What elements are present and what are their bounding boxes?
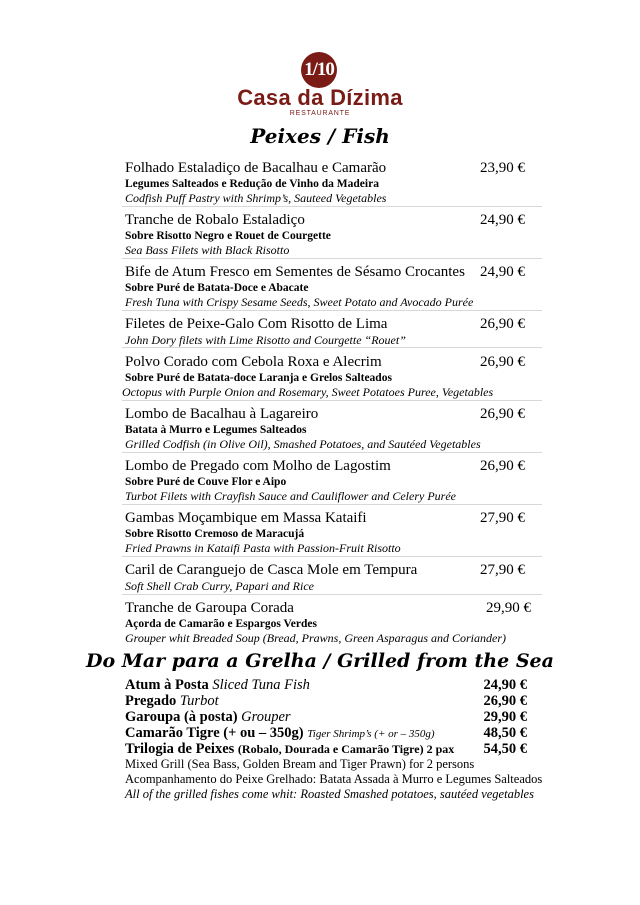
item-english: Grilled Codfish (in Olive Oil), Smashed Potatoes, and Sautéed Vegetables <box>125 437 481 451</box>
grill-item-name: Camarão Tigre (+ ou – 350g) <box>125 725 304 741</box>
item-price: 27,90 € <box>480 562 525 578</box>
section-title-grill: Do Mar para a Grelha / Grilled from the Sea <box>86 650 554 672</box>
item-name: Tranche de Robalo Estaladiço <box>125 212 305 228</box>
menu-item <box>125 160 535 206</box>
item-description: Sobre Puré de Batata-doce Laranja e Grelos Salteados <box>125 372 392 384</box>
grill-item <box>125 741 535 757</box>
grill-note: All of the grilled fishes come whit: Roasted Smashed potatoes, sautéed vegetables <box>125 787 534 801</box>
item-english: Codfish Puff Pastry with Shrimp’s, Sauteed Vegetables <box>125 191 387 205</box>
item-english: Fresh Tuna with Crispy Sesame Seeds, Sweet Potato and Avocado Purée <box>125 295 474 309</box>
menu-item <box>125 316 535 348</box>
item-price: 23,90 € <box>480 160 525 176</box>
section-title-fish: Peixes / Fish <box>250 124 390 148</box>
grill-note: Acompanhamento do Peixe Grelhado: Batata Assada à Murro e Legumes Salteados <box>125 772 543 786</box>
item-description: Legumes Salteados e Redução de Vinho da Madeira <box>125 178 379 190</box>
grill-item-english: Sliced Tuna Fish <box>212 677 310 693</box>
item-description: Açorda de Camarão e Espargos Verdes <box>125 618 317 630</box>
item-price: 27,90 € <box>480 510 525 526</box>
grill-item-price: 24,90 € <box>483 677 527 693</box>
grill-item-name: Garoupa (à posta) <box>125 709 238 725</box>
divider <box>122 206 542 207</box>
menu-item <box>125 600 535 646</box>
restaurant-subtitle: RESTAURANTE <box>289 110 351 117</box>
divider <box>122 400 542 401</box>
divider <box>122 556 542 557</box>
item-name: Polvo Corado com Cebola Roxa e Alecrim <box>125 354 382 370</box>
menu-item <box>125 510 535 556</box>
item-english: John Dory filets with Lime Risotto and Courgette “Rouet” <box>125 333 406 347</box>
item-price: 26,90 € <box>480 458 525 474</box>
menu-item <box>125 212 535 258</box>
divider <box>122 347 542 348</box>
grill-item-name: Trilogia de Peixes <box>125 741 235 757</box>
item-name: Tranche de Garoupa Corada <box>125 600 294 616</box>
grill-item <box>125 725 535 741</box>
grill-item-name: Atum à Posta <box>125 677 209 693</box>
divider <box>122 310 542 311</box>
grill-item-english: Tiger Shrimp’s (+ or – 350g) <box>307 728 435 740</box>
item-name: Lombo de Bacalhau à Lagareiro <box>125 406 319 422</box>
grill-item-name: Pregado <box>125 693 177 709</box>
divider <box>122 594 542 595</box>
divider <box>122 504 542 505</box>
item-description: Sobre Risotto Negro e Rouet de Courgette <box>125 230 331 242</box>
menu-item <box>125 406 535 452</box>
item-price: 24,90 € <box>480 264 525 280</box>
menu-item <box>125 562 535 594</box>
grill-note: Mixed Grill (Sea Bass, Golden Bream and Tiger Prawn) for 2 persons <box>125 757 475 771</box>
item-name: Lombo de Pregado com Molho de Lagostim <box>125 458 391 474</box>
item-name: Caril de Caranguejo de Casca Mole em Tempura <box>125 562 418 578</box>
grill-item-english: Turbot <box>179 693 219 709</box>
item-price: 26,90 € <box>480 354 525 370</box>
menu-item <box>122 354 535 400</box>
grill-item-english: (Robalo, Dourada e Camarão Tigre) 2 pax <box>237 742 455 756</box>
logo-badge: 1/10 <box>301 52 337 88</box>
item-description: Sobre Puré de Couve Flor e Aipo <box>125 476 287 488</box>
item-price: 26,90 € <box>480 406 525 422</box>
item-english: Grouper whit Breaded Soup (Bread, Prawns, Green Asparagus and Coriander) <box>125 631 506 645</box>
item-english: Soft Shell Crab Curry, Papari and Rice <box>125 579 314 593</box>
grill-item-price: 54,50 € <box>483 741 527 757</box>
grill-item <box>125 677 535 693</box>
grill-item-price: 26,90 € <box>483 693 527 709</box>
item-description: Batata à Murro e Legumes Salteados <box>125 424 307 436</box>
item-description: Sobre Puré de Batata-Doce e Abacate <box>125 282 309 294</box>
divider <box>122 258 542 259</box>
grill-item <box>125 709 535 725</box>
item-price: 29,90 € <box>486 600 531 616</box>
item-price: 24,90 € <box>480 212 525 228</box>
divider <box>122 452 542 453</box>
grill-item <box>125 693 535 709</box>
item-english: Turbot Filets with Crayfish Sauce and Cauliflower and Celery Purée <box>125 489 456 503</box>
grill-list <box>125 677 543 802</box>
item-english: Fried Prawns in Kataifi Pasta with Passion-Fruit Risotto <box>125 541 401 555</box>
item-description: Sobre Risotto Cremoso de Maracujá <box>125 528 305 540</box>
menu-item <box>125 458 535 504</box>
item-name: Bife de Atum Fresco em Sementes de Sésamo Crocantes <box>125 264 465 280</box>
item-name: Folhado Estaladiço de Bacalhau e Camarão <box>125 160 387 176</box>
grill-item-price: 48,50 € <box>483 725 527 741</box>
item-english: Sea Bass Filets with Black Risotto <box>125 243 290 257</box>
item-name: Filetes de Peixe-Galo Com Risotto de Lima <box>125 316 388 332</box>
item-name: Gambas Moçambique em Massa Kataifi <box>125 510 367 526</box>
grill-item-english: Grouper <box>241 709 291 725</box>
grill-item-price: 29,90 € <box>483 709 527 725</box>
menu-item <box>125 264 535 310</box>
restaurant-name: Casa da Dízima <box>237 85 403 110</box>
item-english: Octopus with Purple Onion and Rosemary, Sweet Potatoes Puree, Vegetables <box>122 385 494 399</box>
item-price: 26,90 € <box>480 316 525 332</box>
